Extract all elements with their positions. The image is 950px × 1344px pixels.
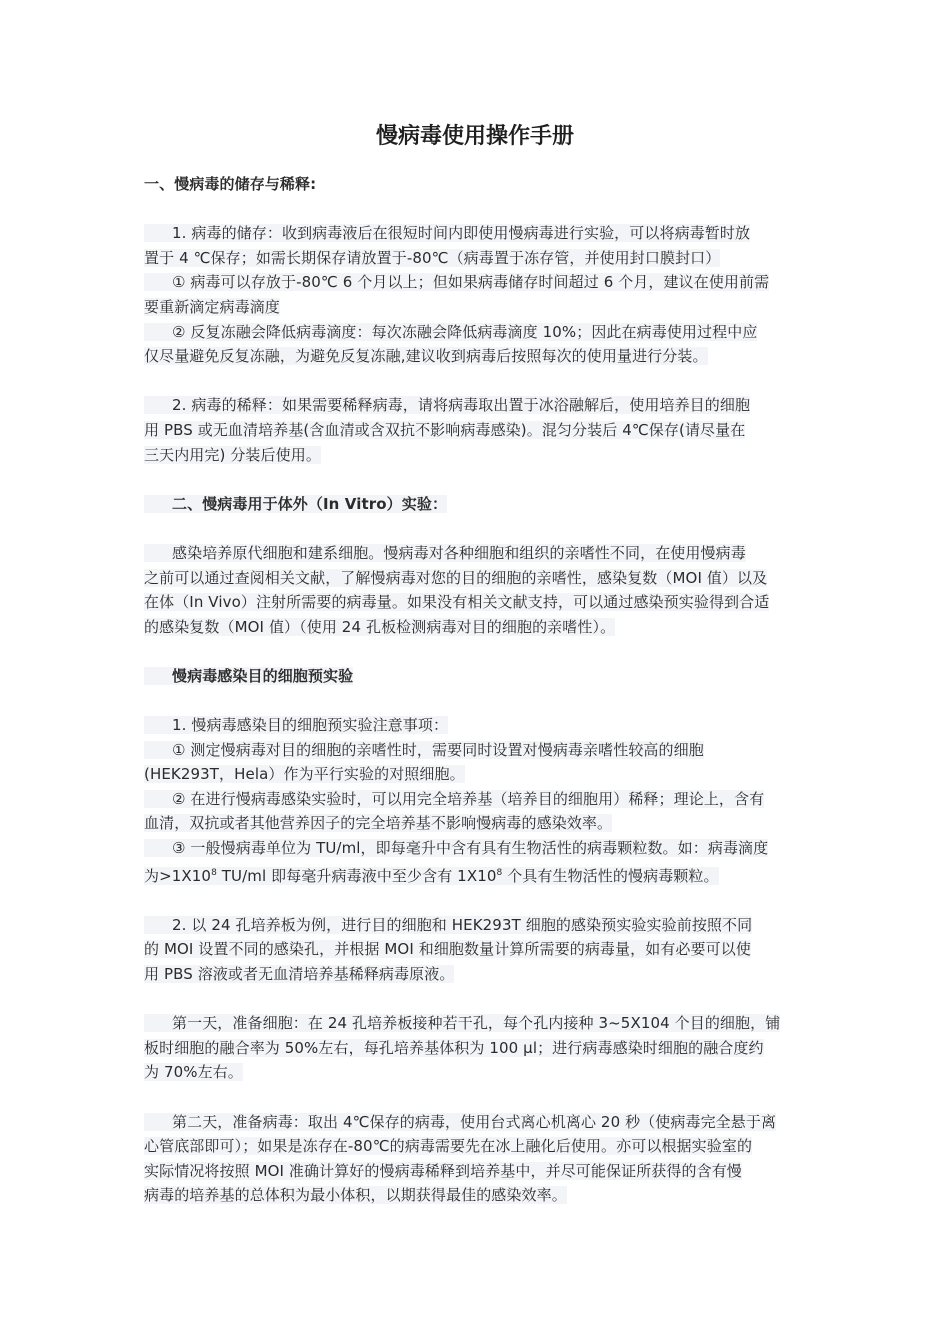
paragraph-line: 2. 以 24 孔培养板为例，进行目的细胞和 HEK293T 细胞的感染预实验实验前按照不同 [144,916,752,934]
document-title: 慢病毒使用操作手册 [375,124,574,149]
superscript: 8 [211,867,217,878]
text-run: TU/ml 即每毫升病毒液中至少含有 1X10 [216,866,497,885]
paragraph-line: 用 PBS 溶液或者无血清培养基稀释病毒原液。 [144,965,455,983]
paragraph-line: ① 测定慢病毒对目的细胞的亲嗜性时，需要同时设置对慢病毒亲嗜性较高的细胞 [144,741,704,759]
paragraph-line: 用 PBS 或无血清培养基(含血清或含双抗不影响病毒感染)。混匀分装后 4℃保存(请尽量在 [144,420,746,439]
section-heading-invitro [144,492,810,517]
paragraph-line: 第二天，准备病毒：取出 4℃保存的病毒，使用台式离心机离心 20 秒（使病毒完全悬于离 [144,1113,776,1131]
paragraph-line [144,867,719,885]
paragraph-day2 [144,1110,810,1208]
paragraph-line: 2. 病毒的稀释：如果需要稀释病毒，请将病毒取出置于冰浴融解后，使用培养目的细胞 [144,396,750,414]
paragraph-line: (HEK293T，Hela）作为平行实验的对照细胞。 [144,765,465,784]
paragraph-dilution [144,393,810,467]
paragraph-line: 仅尽量避免反复冻融，为避免反复冻融,建议收到病毒后按照每次的使用量进行分装。 [144,347,708,366]
paragraph-line: ② 在进行慢病毒感染实验时，可以用完全培养基（培养目的细胞用）稀释；理论上，含有 [144,790,764,808]
text-run: 为>1X10 [144,866,212,885]
section-heading-preexperiment [144,664,810,689]
paragraph-line: 感染培养原代细胞和建系细胞。慢病毒对各种细胞和组织的亲嗜性不同，在使用慢病毒 [144,544,746,562]
paragraph-line: 1. 慢病毒感染目的细胞预实验注意事项： [144,716,448,734]
paragraph-line: 实际情况将按照 MOI 准确计算好的慢病毒稀释到培养基中，并尽可能保证所获得的含有慢 [144,1161,742,1180]
paragraph-line: 心管底部即可）；如果是冻存在-80℃的病毒需要先在冰上融化后使用。亦可以根据实验室的 [144,1137,753,1156]
paragraph-invitro [144,541,810,639]
paragraph-line: 之前可以通过查阅相关文献，了解慢病毒对您的目的细胞的亲嗜性，感染复数（MOI 值）以及 [144,568,768,587]
paragraph-line: 的 MOI 设置不同的感染孔，并根据 MOI 和细胞数量计算所需要的病毒量，如有必要可以使 [144,940,751,959]
heading-text: 一、慢病毒的储存与稀释: [144,175,317,193]
paragraph-line: 三天内用完) 分装后使用。 [144,445,321,464]
section-heading-storage [144,172,810,197]
paragraph-line: 1. 病毒的储存：收到病毒液后在很短时间内即使用慢病毒进行实验，可以将病毒暂时放 [144,224,750,242]
paragraph-line: ③ 一般慢病毒单位为 TU/ml，即每毫升中含有具有生物活性的病毒颗粒数。如：病毒滴度 [144,839,768,857]
paragraph-line: ① 病毒可以存放于-80℃ 6 个月以上；但如果病毒储存时间超过 6 个月，建议在使用前需 [144,273,769,291]
paragraph-line: 第一天，准备细胞：在 24 孔培养板接种若干孔，每个孔内接种 3~5X104 个目的细胞，铺 [144,1014,780,1032]
paragraph-line: 置于 4 ℃保存；如需长期保存请放置于-80℃（病毒置于冻存管，并使用封口膜封口） [144,248,721,267]
paragraph-storage [144,221,810,369]
paragraph-line: 的感染复数（MOI 值）（使用 24 孔板检测病毒对目的细胞的亲嗜性）。 [144,617,616,636]
paragraph-line: 为 70%左右。 [144,1063,243,1082]
paragraph-line: 要重新滴定病毒滴度 [144,297,280,316]
heading-text: 慢病毒感染目的细胞预实验 [144,667,353,685]
paragraph-notes [144,713,810,888]
heading-text: 二、慢病毒用于体外（In Vitro）实验： [144,495,447,513]
paragraph-line: 板时细胞的融合率为 50%左右，每孔培养基体积为 100 μl；进行病毒感染时细胞的融合度约 [144,1038,764,1057]
paragraph-24well [144,913,810,987]
superscript: 8 [496,867,503,878]
paragraph-line: 血清，双抗或者其他营养因子的完全培养基不影响慢病毒的感染效率。 [144,814,613,833]
paragraph-day1 [144,1011,810,1085]
paragraph-line: 在体（In Vivo）注射所需要的病毒量。如果没有相关文献支持，可以通过感染预实验得到合适 [144,593,770,612]
text-run: 个具有生物活性的慢病毒颗粒。 [502,866,719,885]
paragraph-line: ② 反复冻融会降低病毒滴度：每次冻融会降低病毒滴度 10%；因此在病毒使用过程中应 [144,323,757,341]
document-body [144,172,810,1208]
paragraph-line: 病毒的培养基的总体积为最小体积，以期获得最佳的感染效率。 [144,1186,567,1205]
